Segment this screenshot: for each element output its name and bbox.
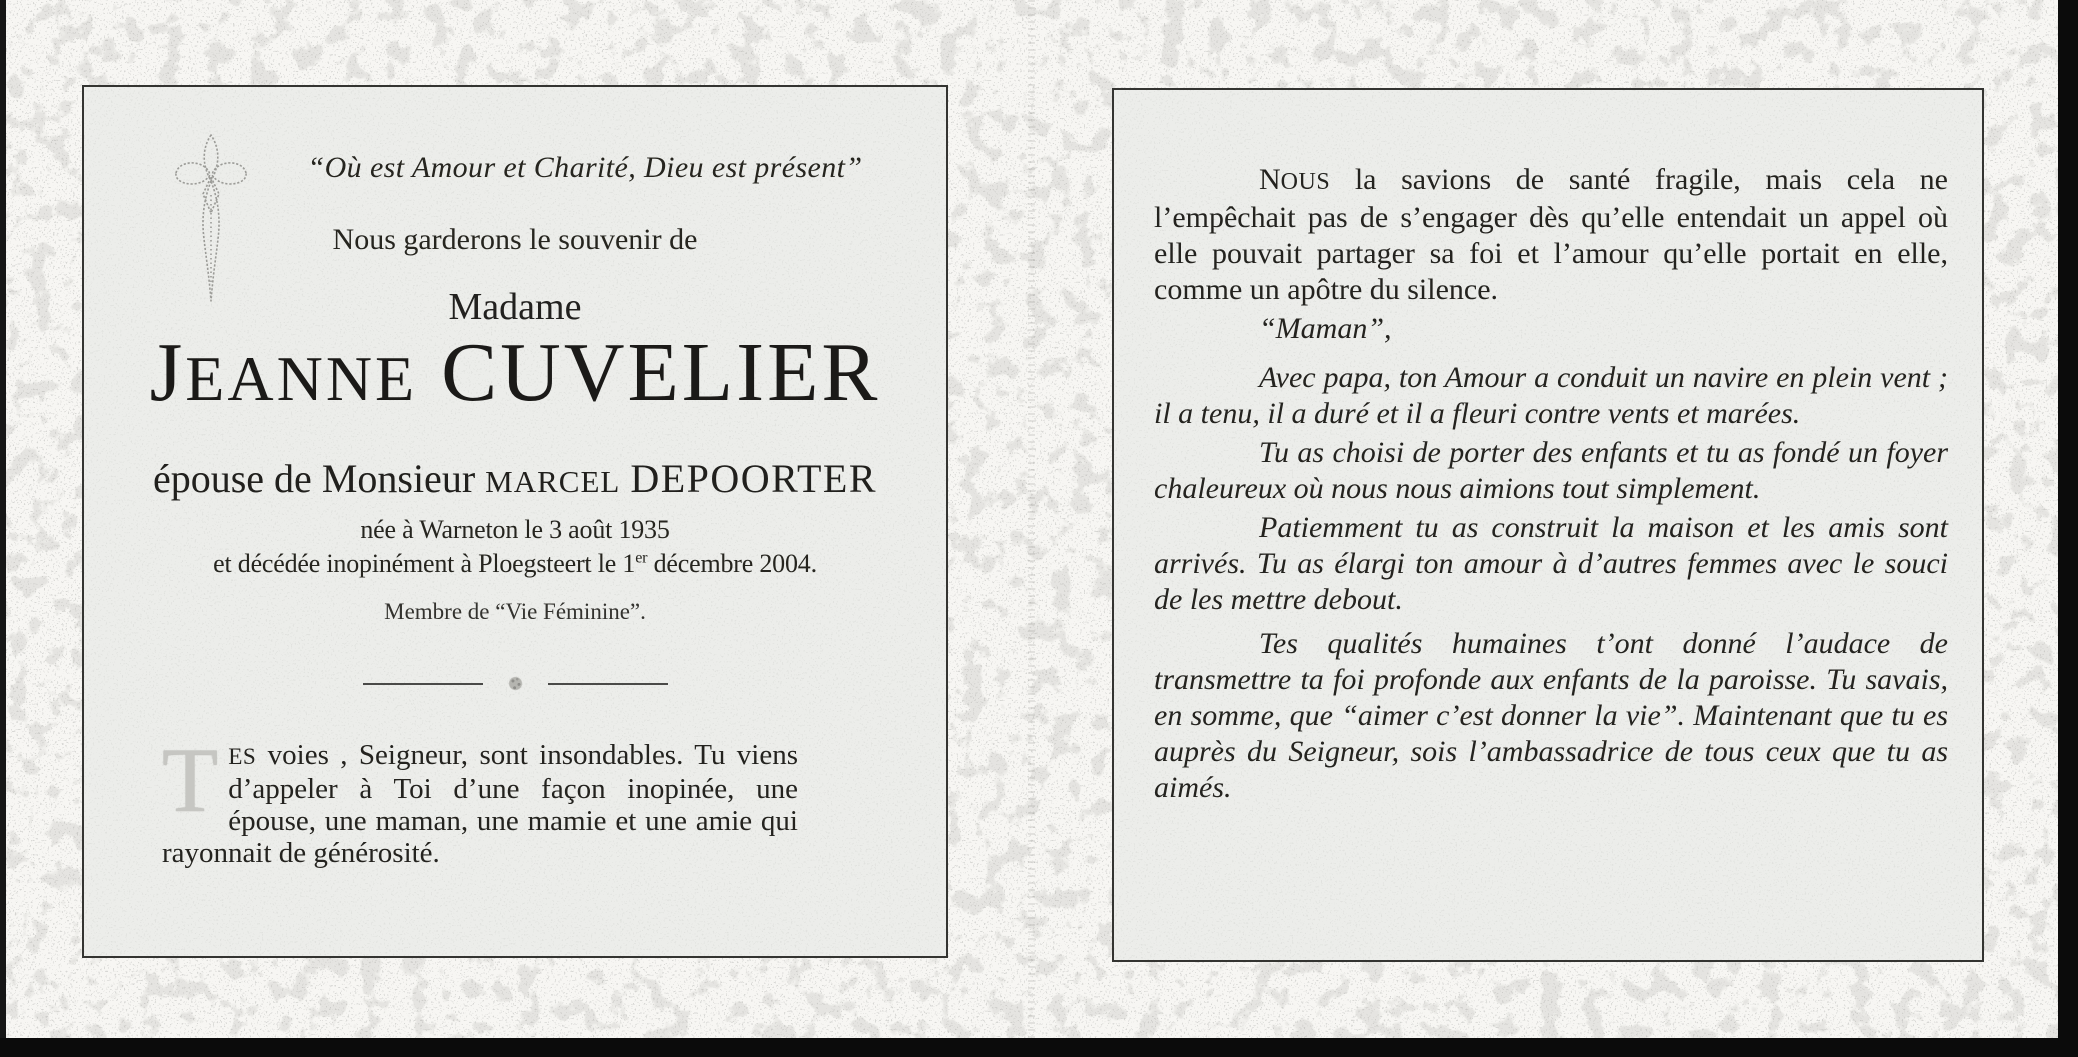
name-space xyxy=(417,326,441,419)
divider-rosette-icon xyxy=(507,675,524,692)
prayer-verse xyxy=(162,729,798,869)
death-line xyxy=(84,549,946,579)
first-name-initial: J xyxy=(149,326,186,419)
ordinal-superscript: er xyxy=(635,549,648,567)
husband-last-name: DEPOORTER xyxy=(630,456,877,501)
tribute-text xyxy=(1154,162,1948,806)
card-fold-crease xyxy=(1028,0,1035,1038)
tribute-opening-paragraph xyxy=(1154,162,1948,308)
opening-initial: N xyxy=(1259,163,1281,196)
tribute-paragraph: Patiemment tu as construit la maison et les amis sont arrivés. Tu as élargi ton amour à d’autres femmes avec le souci de les mettre debout. xyxy=(1154,511,1948,616)
spouse-prefix: épouse de Monsieur xyxy=(152,456,486,501)
first-name-rest: EANNE xyxy=(185,343,418,414)
divider-rule-left xyxy=(363,683,483,685)
divider-rule-right xyxy=(548,683,668,685)
opening-lead: OUS xyxy=(1280,169,1331,195)
spouse-space xyxy=(620,456,630,501)
tribute-paragraph: Tes qualités humaines t’ont donné l’audace de transmettre ta foi profonde aux enfants de la paroisse. Tu savais, en somme, que “aimer c’est donner la vie”. Maintenant que tu es auprès du Seigneur, sois l’ambassadrice de tous ceux que tu as aimés. xyxy=(1154,627,1948,804)
death-line-text: et décédée inopinément à Ploegsteert le 1 xyxy=(213,549,636,578)
verse-dropcap: T xyxy=(162,729,219,831)
deceased-name xyxy=(84,326,946,419)
verse-lead: ES xyxy=(228,744,257,770)
card-paper xyxy=(6,0,2058,1038)
epigraph: “Où est Amour et Charité, Dieu est présent” xyxy=(307,151,863,184)
left-card-face xyxy=(82,85,948,958)
ornamental-divider xyxy=(84,675,946,692)
tribute-paragraph: Tu as choisi de porter des enfants et tu as fondé un foyer chaleureux où nous nous aimions tout simplement. xyxy=(1154,436,1948,505)
tribute-paragraph: Avec papa, ton Amour a conduit un navire en plein vent ; il a tenu, il a duré et il a fleuri contre vents et marées. xyxy=(1154,361,1948,430)
opening-text: la savions de santé fragile, mais cela ne l’empêchait pas de s’engager dès qu’elle entendait un appel où elle pouvait partager sa foi et l’amour qu’elle portait en elle, comme un apôtre du silence. xyxy=(1154,163,1948,306)
honorific: Madame xyxy=(448,286,582,328)
intro-line: Nous garderons le souvenir de xyxy=(332,223,698,256)
quoted-name-line: “Maman”, xyxy=(1259,312,1392,345)
spouse-line xyxy=(84,455,946,502)
husband-first-name: MARCEL xyxy=(485,464,621,499)
birth-line: née à Warneton le 3 août 1935 xyxy=(360,515,670,544)
right-card-face xyxy=(1112,88,1984,962)
death-line-end: décembre 2004. xyxy=(647,549,817,578)
verse-text: voies , Seigneur, sont insondables. Tu viens d’appeler à Toi d’une façon inopinée, une épouse, une maman, une mamie et une amie qui rayonnait de générosité. xyxy=(162,739,798,869)
membership-line: Membre de “Vie Féminine”. xyxy=(384,599,646,624)
last-name: CUVELIER xyxy=(441,326,881,419)
